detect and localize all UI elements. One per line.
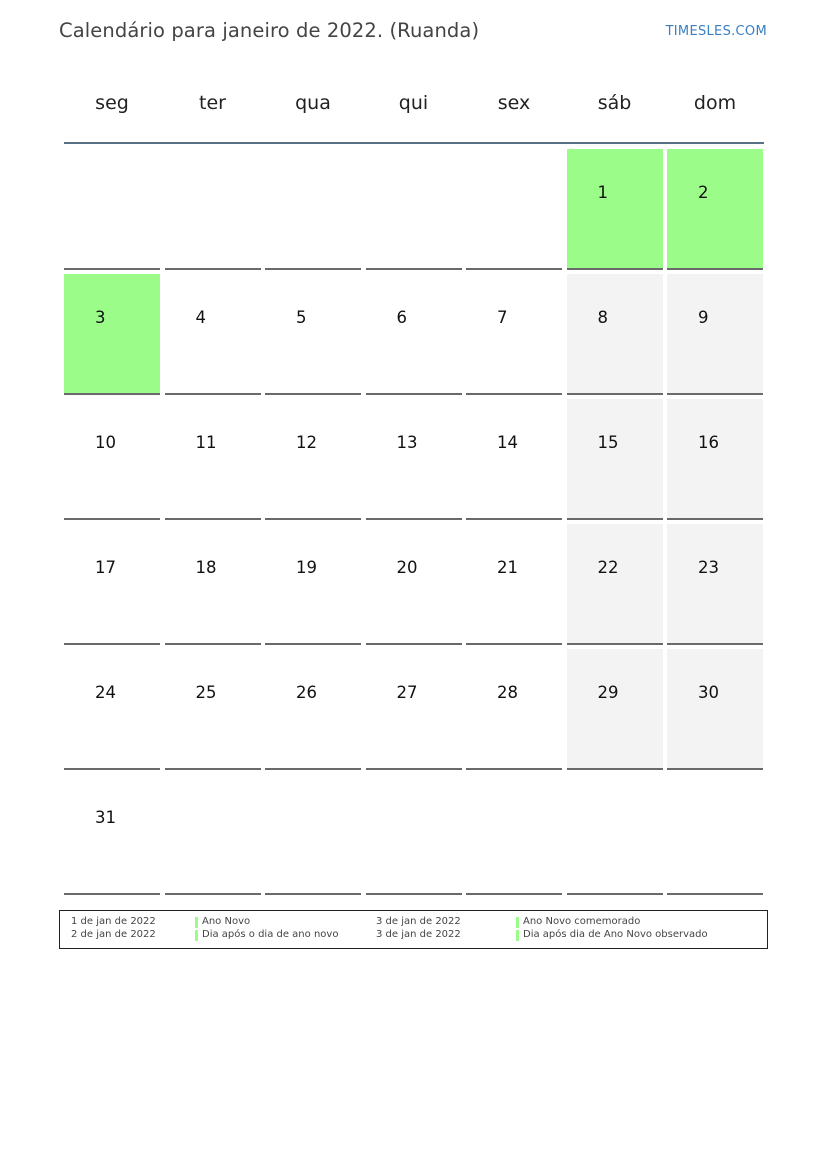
weekday-label: dom: [693, 92, 737, 114]
day-cell[interactable]: [64, 649, 160, 770]
holiday-day-cell[interactable]: [567, 149, 663, 270]
day-cell[interactable]: [165, 399, 261, 520]
day-number: 20: [396, 558, 418, 577]
day-cell[interactable]: [165, 274, 261, 395]
weekend-day-cell[interactable]: [667, 649, 763, 770]
empty-day-cell: [466, 774, 562, 895]
holiday-color-marker: [195, 930, 198, 941]
weekend-day-cell[interactable]: [567, 524, 663, 645]
day-cell[interactable]: [466, 274, 562, 395]
day-number: 25: [195, 683, 217, 702]
day-number: 24: [95, 683, 116, 702]
day-number: 21: [497, 558, 518, 577]
day-number: 10: [95, 433, 116, 452]
day-cell[interactable]: [64, 524, 160, 645]
day-cell[interactable]: [165, 649, 261, 770]
weekday-label: qui: [398, 92, 429, 114]
legend-holiday-name: Dia após dia de Ano Novo observado: [516, 929, 708, 940]
legend-holiday-name: Ano Novo comemorado: [516, 916, 640, 927]
day-cell[interactable]: [366, 399, 462, 520]
empty-day-cell: [165, 149, 261, 270]
day-number: 17: [95, 558, 116, 577]
day-cell[interactable]: [366, 274, 462, 395]
calendar-grid: [64, 149, 764, 895]
day-cell[interactable]: [366, 649, 462, 770]
day-number: 14: [497, 433, 518, 452]
day-number: 13: [396, 433, 418, 452]
day-number: 19: [296, 558, 317, 577]
legend-row: [60, 929, 767, 942]
day-number: 8: [597, 308, 608, 327]
empty-day-cell: [265, 149, 361, 270]
legend-date: 3 de jan de 2022: [376, 929, 461, 940]
empty-day-cell: [466, 149, 562, 270]
day-number: 4: [195, 308, 206, 327]
weekend-day-cell[interactable]: [567, 649, 663, 770]
day-cell[interactable]: [466, 399, 562, 520]
day-cell[interactable]: [466, 649, 562, 770]
day-number: 27: [396, 683, 418, 702]
weekday-label: seg: [95, 92, 129, 114]
weekend-day-cell[interactable]: [667, 399, 763, 520]
empty-day-cell: [265, 774, 361, 895]
weekday-header-row: [64, 80, 764, 144]
weekday-label: qua: [295, 92, 331, 114]
weekend-day-cell[interactable]: [667, 274, 763, 395]
day-cell[interactable]: [265, 649, 361, 770]
day-cell[interactable]: [265, 399, 361, 520]
day-cell[interactable]: [466, 524, 562, 645]
page-title: Calendário para janeiro de 2022. (Ruanda): [59, 19, 480, 42]
day-cell[interactable]: [64, 399, 160, 520]
legend-row: [60, 916, 767, 929]
empty-day-cell: [567, 774, 663, 895]
legend-holiday-name: Dia após o dia de ano novo: [195, 929, 338, 940]
day-cell[interactable]: [265, 274, 361, 395]
holiday-color-marker: [516, 917, 519, 928]
day-number: 28: [497, 683, 518, 702]
legend-date: 2 de jan de 2022: [71, 929, 156, 940]
holiday-color-marker: [516, 930, 519, 941]
empty-day-cell: [366, 149, 462, 270]
legend-date: 3 de jan de 2022: [376, 916, 461, 927]
day-number: 3: [95, 308, 106, 327]
day-number: 22: [597, 558, 619, 577]
day-number: 31: [95, 808, 116, 827]
brand-logo-text[interactable]: TIMESLES.COM: [665, 24, 767, 39]
day-number: 26: [296, 683, 317, 702]
holiday-legend: [59, 910, 768, 949]
day-number: 9: [698, 308, 709, 327]
legend-holiday-name: Ano Novo: [195, 916, 250, 927]
holiday-day-cell[interactable]: [667, 149, 763, 270]
empty-day-cell: [64, 149, 160, 270]
weekday-label: sex: [497, 92, 531, 114]
day-number: 15: [597, 433, 619, 452]
empty-day-cell: [667, 774, 763, 895]
weekday-label: sáb: [597, 92, 632, 114]
day-number: 29: [597, 683, 619, 702]
weekend-day-cell[interactable]: [567, 399, 663, 520]
day-number: 23: [698, 558, 719, 577]
day-cell[interactable]: [265, 524, 361, 645]
day-cell[interactable]: [64, 774, 160, 895]
day-number: 1: [597, 183, 608, 202]
empty-day-cell: [165, 774, 261, 895]
day-number: 5: [296, 308, 307, 327]
holiday-day-cell[interactable]: [64, 274, 160, 395]
day-cell[interactable]: [366, 524, 462, 645]
holiday-color-marker: [195, 917, 198, 928]
empty-day-cell: [366, 774, 462, 895]
day-number: 18: [195, 558, 217, 577]
day-number: 11: [195, 433, 217, 452]
day-number: 2: [698, 183, 709, 202]
day-number: 7: [497, 308, 508, 327]
weekend-day-cell[interactable]: [567, 274, 663, 395]
day-number: 6: [396, 308, 407, 327]
day-number: 12: [296, 433, 317, 452]
day-number: 16: [698, 433, 719, 452]
legend-date: 1 de jan de 2022: [71, 916, 156, 927]
day-cell[interactable]: [165, 524, 261, 645]
day-number: 30: [698, 683, 719, 702]
weekday-label: ter: [199, 92, 226, 114]
weekend-day-cell[interactable]: [667, 524, 763, 645]
